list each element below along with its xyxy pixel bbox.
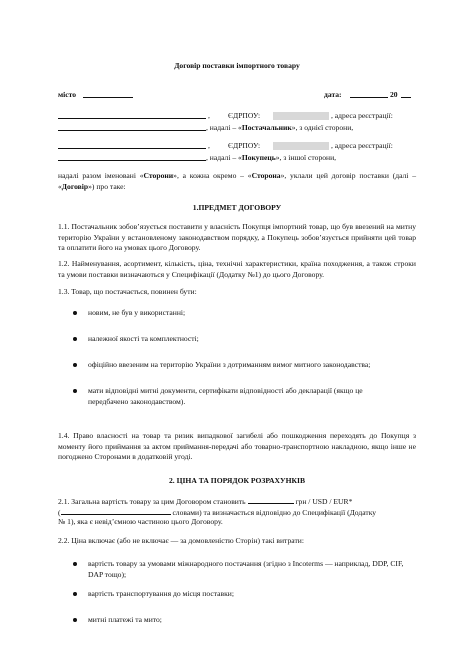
supplier-address-blank[interactable] (58, 130, 206, 131)
clause-1-3: 1.3. Товар, що постачається, повинен бути: (58, 287, 197, 296)
city-blank[interactable] (83, 97, 133, 98)
list-item: митні платежі та мито; (88, 615, 162, 624)
supplier-address-label: , адреса реєстрації: (331, 111, 393, 120)
buyer-role-line: , надалі – «Покупець», з іншої сторони, (206, 153, 337, 162)
bullet-icon (73, 363, 77, 367)
clause-2-1: 2.1. Загальна вартість товару за цим Договором становить грн / USD / EUR* (58, 497, 353, 506)
bullet-icon (73, 389, 77, 393)
supplier-edrpou-field[interactable] (273, 112, 329, 120)
buyer-edrpou-label: ЄДРПОУ: (228, 141, 261, 150)
date-blank[interactable] (350, 97, 388, 98)
list-item: мати відповідні митні документи, сертифікати відповідності або декларації (якщо це передбачено законодавством). (88, 386, 363, 406)
list-item: новим, не був у використанні; (88, 308, 186, 317)
document-page: Договір поставки імпортного товару місто дата: 20 , ЄДРПОУ: , адреса реєстрації: , надалі – «Постачальник», з однієї сторони, , ЄДРПОУ: , адреса реєстрації: , надалі – «Покупець», з іншої сторони, надалі разом іменовані «Сторони», а кожна окремо – «Сторона», уклали цей договір поставки (далі – «Договір») про таке: 1.ПРЕДМЕТ ДОГОВОРУ 1.1. Постачальник зобов’язується поставити у власність Покупця імпортний товар, що був ввезений на митну територію України у встановленому законодавством порядку, а Покупець зобов’язується прийняти цей товар та оплатити його на умовах цього Договору. 1.2. Найменування, асортимент, кількість, ціна, технічні характеристики, країна походження, а також строки та умови поставки визначаються у Специфікації (Додатку №1) до цього Договору. 1.3. Товар, що постачається, повинен бути: новим, не був у використанні; належної якості та комплектності; офіційно ввезеним на територію України з дотриманням вимог митного законодавства; мати відповідні митні документи, сертифікати відповідності або декларації (якщо це передбачено законодавством). 1.4. Право власності на товар та ризик випадкової загибелі або пошкодження переходять до Покупця з моменту його приймання за актом приймання-передачі або товарно-транспортною накладною, якщо інше не погоджено Сторонами в додатковій угоді. 2. ЦІНА ТА ПОРЯДОК РОЗРАХУНКІВ 2.1. Загальна вартість товару за цим Договором становить грн / USD / EUR* ( словами) та визначається відповідно до Специфікації (Додатку № 1), яка є невід’ємною частиною цього Договору. 2.2. Ціна включає (або не включає — за домовленістю Сторін) такі витрати: вартість товару за умовами міжнародного постачання (згідно з Incoterms — наприклад, DDP, CIF, DAP тощо); вартість транспортування до місця поставки; митні платежі та мито; (0, 0, 474, 670)
buyer-address-label: , адреса реєстрації: (331, 141, 393, 150)
buyer-edrpou-field[interactable] (273, 142, 329, 150)
section-1-title: 1.ПРЕДМЕТ ДОГОВОРУ (192, 203, 282, 212)
supplier-role-line: , надалі – «Постачальник», з однієї сторони, (206, 123, 354, 132)
clause-1-2: 1.2. Найменування, асортимент, кількість, ціна, технічні характеристики, країна походження, а також строки та умови поставки визначаються у Специфікації (Додатку №1) до цього Договору. (58, 259, 416, 279)
year-blank[interactable] (401, 97, 411, 98)
clause-1-4: 1.4. Право власності на товар та ризик випадкової загибелі або пошкодження переходять до Покупця з моменту його приймання за актом приймання-передачі або товарно-транспортною накладною, якщо інше не погоджено Сторонами в додатковій угоді. (58, 431, 416, 462)
clause-1-1: 1.1. Постачальник зобов’язується поставити у власність Покупця імпортний товар, що був ввезений на митну територію України у встановленому законодавством порядку, а Покупець зобов’язується прийняти цей товар та оплатити його на умовах цього Договору. (58, 222, 416, 253)
bullet-icon (73, 562, 77, 566)
list-item: належної якості та комплектності; (88, 334, 199, 343)
amount-blank[interactable] (248, 495, 294, 504)
supplier-name-blank[interactable] (58, 118, 206, 119)
document-title: Договір поставки імпортного товару (174, 61, 300, 70)
buyer-name-blank[interactable] (58, 148, 206, 149)
clause-2-1-line2: ( словами) та визначається відповідно до Специфікації (Додатку (58, 508, 377, 517)
bullet-icon (73, 337, 77, 341)
date-label: дата: (324, 90, 342, 99)
clause-2-1-line3: № 1), яка є невід’ємною частиною цього Договору. (58, 517, 223, 526)
clause-2-2: 2.2. Ціна включає (або не включає — за домовленістю Сторін) такі витрати: (58, 536, 304, 545)
amount-words-blank[interactable] (61, 506, 171, 515)
city-label: місто (58, 90, 77, 99)
list-item: вартість транспортування до місця поставки; (88, 589, 234, 598)
date-year: 20 (390, 90, 398, 99)
supplier-edrpou-label: ЄДРПОУ: (228, 111, 261, 120)
list-item: вартість товару за умовами міжнародного постачання (згідно з Incoterms — наприклад, DDP, CIF, DAP тощо); (88, 559, 404, 579)
list-item: офіційно ввезеним на територію України з дотриманням вимог митного законодавства; (88, 360, 371, 369)
bullet-icon (73, 311, 77, 315)
bullet-icon (73, 618, 77, 622)
buyer-address-blank[interactable] (58, 160, 206, 161)
bullet-icon (73, 592, 77, 596)
intro-paragraph: надалі разом іменовані «Сторони», а кожна окремо – «Сторона», уклали цей договір поставки (далі – «Договір») про таке: (58, 171, 416, 191)
section-2-title: 2. ЦІНА ТА ПОРЯДОК РОЗРАХУНКІВ (168, 476, 306, 485)
